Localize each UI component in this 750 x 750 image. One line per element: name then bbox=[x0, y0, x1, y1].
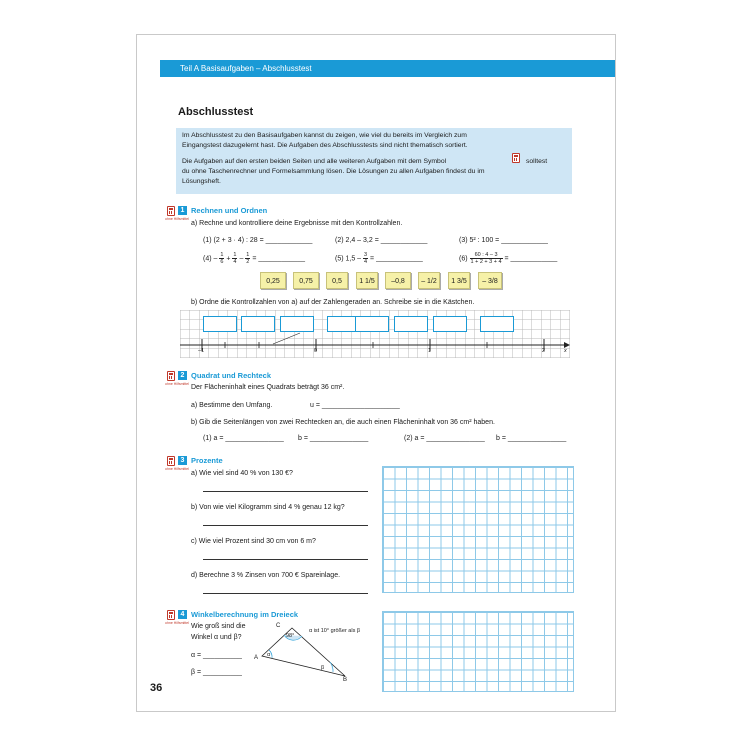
answer-field: (2) a = _______________ bbox=[404, 435, 485, 442]
exercise-4 bbox=[203, 252, 305, 265]
tick-label: –1 bbox=[198, 348, 205, 354]
number-line bbox=[180, 330, 572, 360]
intro-line: solltest bbox=[526, 158, 548, 165]
task-instruction: c) Wie viel Prozent sind 30 cm von 6 m? bbox=[191, 538, 316, 545]
control-number-card: 0,75 bbox=[293, 272, 319, 289]
page-number: 36 bbox=[150, 682, 163, 694]
answer-blank: = ____________ bbox=[252, 255, 306, 263]
no-tools-label: ohne Hilfsmittel bbox=[165, 382, 189, 386]
task-number-badge: 3 bbox=[178, 456, 187, 465]
task-title: Winkelberechnung im Dreieck bbox=[191, 610, 299, 619]
angle-label: α bbox=[267, 652, 271, 658]
numerator: 60 : 4 – 3 bbox=[470, 252, 503, 259]
angle-label: 98° bbox=[286, 633, 295, 639]
denominator: 4 bbox=[364, 259, 368, 265]
numerator: 1 bbox=[246, 252, 250, 258]
fraction bbox=[363, 252, 368, 265]
task-number-badge: 2 bbox=[178, 371, 187, 380]
task-title: Quadrat und Rechteck bbox=[191, 371, 272, 380]
task-instruction: a) Bestimme den Umfang. bbox=[191, 402, 273, 409]
no-tools-label: ohne Hilfsmittel bbox=[165, 621, 189, 625]
squared-grid[interactable] bbox=[382, 466, 574, 593]
exercise-5 bbox=[335, 252, 423, 265]
exercise-6 bbox=[459, 252, 557, 265]
control-number-card: 1 1/5 bbox=[356, 272, 378, 289]
answer-line[interactable] bbox=[203, 491, 368, 492]
exercise-4-text: (4) – bbox=[203, 255, 218, 263]
answer-field: (1) a = _______________ bbox=[203, 435, 284, 442]
task-instruction: b) Gib die Seitenlängen von zwei Rechtecken an, die auch einen Flächeninhalt von 36 cm² haben. bbox=[191, 419, 495, 426]
tick-label: 2 bbox=[542, 348, 546, 354]
axis-label: x bbox=[564, 348, 567, 354]
control-number-card: 1 3/5 bbox=[448, 272, 470, 289]
denominator: 4 bbox=[233, 259, 237, 265]
numerator: 1 bbox=[233, 252, 237, 258]
numerator: 1 bbox=[220, 252, 224, 258]
answer-field: β = __________ bbox=[191, 669, 242, 676]
exercise-1: (1) (2 + 3 · 4) : 28 = ____________ bbox=[203, 237, 313, 244]
angle-label: β bbox=[321, 665, 325, 671]
squared-grid[interactable] bbox=[382, 611, 574, 692]
denominator: 6 bbox=[220, 259, 224, 265]
answer-blank: = ____________ bbox=[504, 255, 558, 263]
fraction bbox=[470, 252, 503, 265]
task-text: Winkel α und β? bbox=[191, 634, 242, 641]
intro-line: Eingangstest dazugelernt hast. Die Aufgaben des Abschlusstests sind nicht thematisch sortiert. bbox=[182, 142, 468, 149]
control-number-card: 0,5 bbox=[326, 272, 348, 289]
exercise-2: (2) 2,4 – 3,2 = ____________ bbox=[335, 237, 428, 244]
answer-line[interactable] bbox=[203, 525, 368, 526]
page-title: Abschlusstest bbox=[178, 106, 254, 118]
task-number-badge: 4 bbox=[178, 610, 187, 619]
task-title: Prozente bbox=[191, 456, 223, 465]
tick-label: 0 bbox=[314, 348, 318, 354]
task-text: Wie groß sind die bbox=[191, 623, 246, 630]
fraction bbox=[219, 252, 224, 265]
vertex-label-a: A bbox=[254, 655, 259, 661]
operator: + bbox=[226, 255, 231, 263]
section-header-bar: Teil A Basisaufgaben – Abschlusstest bbox=[160, 60, 615, 77]
task-text: Der Flächeninhalt eines Quadrats beträgt 36 cm². bbox=[191, 384, 345, 391]
task-title: Rechnen und Ordnen bbox=[191, 206, 268, 215]
operator: – bbox=[239, 255, 244, 263]
no-calculator-icon bbox=[167, 456, 175, 466]
control-number-card: 0,25 bbox=[260, 272, 286, 289]
figure-note: α ist 10° größer als β bbox=[309, 628, 361, 634]
intro-line: Die Aufgaben auf den ersten beiden Seiten und alle weiteren Aufgaben mit dem Symbol bbox=[182, 158, 447, 165]
task-instruction: a) Rechne und kontrolliere deine Ergebnisse mit den Kontrollzahlen. bbox=[191, 220, 403, 227]
fraction bbox=[245, 252, 250, 265]
no-tools-label: ohne Hilfsmittel bbox=[165, 467, 189, 471]
denominator: 1 + 2 + 3 + 4 bbox=[470, 259, 502, 265]
answer-line[interactable] bbox=[203, 559, 368, 560]
answer-blank: = ____________ bbox=[370, 255, 423, 263]
answer-field: b = _______________ bbox=[298, 435, 369, 442]
numerator: 3 bbox=[364, 252, 368, 258]
control-number-card: – 1/2 bbox=[418, 272, 440, 289]
vertex-label-c: C bbox=[276, 623, 281, 629]
vertex-label-b: B bbox=[343, 677, 348, 683]
task-instruction: b) Ordne die Kontrollzahlen von a) auf der Zahlengeraden an. Schreibe sie in die Kästchen. bbox=[191, 299, 475, 306]
no-calculator-icon bbox=[167, 206, 175, 216]
intro-box bbox=[176, 128, 572, 194]
exercise-5-text: (5) 1,5 – bbox=[335, 255, 362, 263]
intro-line: du ohne Taschenrechner und Formelsammlung lösen. Die Lösungen zu allen Aufgaben findest du im bbox=[182, 168, 485, 175]
exercise-6-text: (6) bbox=[459, 255, 468, 263]
answer-field: b = _______________ bbox=[496, 435, 567, 442]
answer-field: u = ____________________ bbox=[310, 402, 400, 409]
task-instruction: a) Wie viel sind 40 % von 130 €? bbox=[191, 470, 293, 477]
intro-line: Lösungsheft. bbox=[182, 178, 221, 185]
no-calculator-icon bbox=[167, 371, 175, 381]
intro-line: Im Abschlusstest zu den Basisaufgaben kannst du zeigen, wie viel du bereits im Vergleich zum bbox=[182, 132, 467, 139]
task-instruction: d) Berechne 3 % Zinsen von 700 € Spareinlage. bbox=[191, 572, 341, 579]
no-calculator-icon bbox=[512, 153, 520, 163]
task-instruction: b) Von wie viel Kilogramm sind 4 % genau 12 kg? bbox=[191, 504, 345, 511]
fraction bbox=[232, 252, 237, 265]
control-number-card: – 3/8 bbox=[478, 272, 502, 289]
no-calculator-icon bbox=[167, 610, 175, 620]
no-tools-label: ohne Hilfsmittel bbox=[165, 217, 189, 221]
denominator: 2 bbox=[246, 259, 250, 265]
control-number-card: –0,8 bbox=[385, 272, 411, 289]
answer-line[interactable] bbox=[203, 593, 368, 594]
answer-field: α = __________ bbox=[191, 652, 242, 659]
exercise-3: (3) 5² : 100 = ____________ bbox=[459, 237, 548, 244]
task-number-badge: 1 bbox=[178, 206, 187, 215]
tick-label: 1 bbox=[428, 348, 432, 354]
